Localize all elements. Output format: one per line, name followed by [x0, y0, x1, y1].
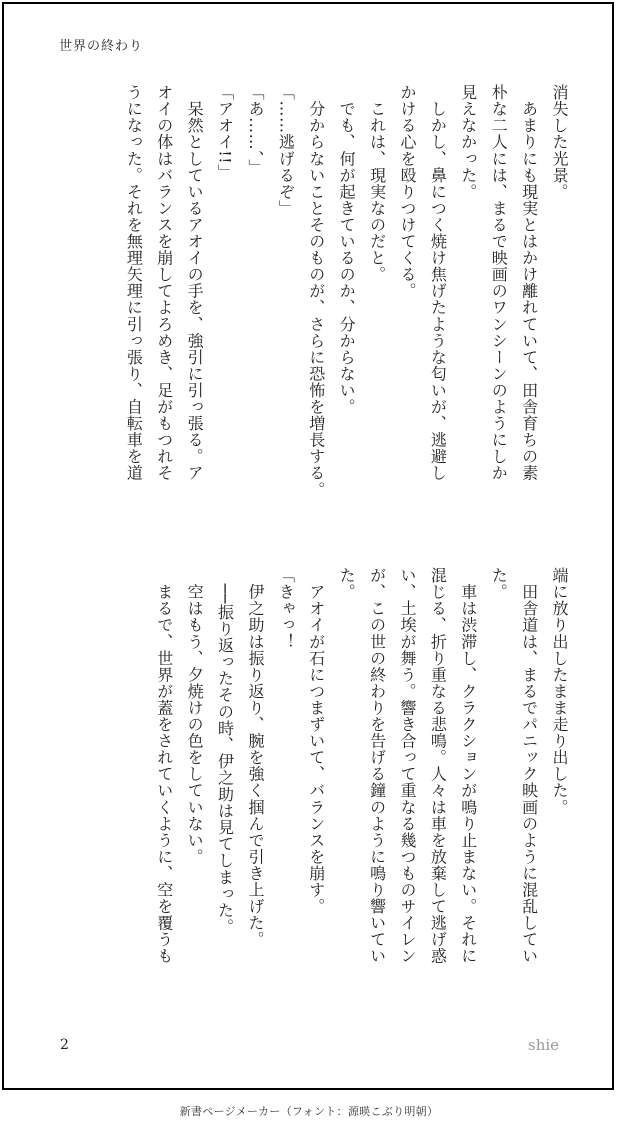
- text-line: オイの体はバランスを崩してよろめき、足がもつれそ: [154, 84, 174, 482]
- dialogue-line: 「アオイ!!」: [215, 84, 235, 181]
- text-block-upper: [44, 84, 574, 524]
- dialogue-line: 「きゃっ！: [276, 567, 296, 650]
- dialogue-line: 「……逃げるぞ」: [276, 84, 296, 217]
- text-line: 田舎道は、まるでパニック映画のように混乱してい: [519, 567, 539, 965]
- text-line: アオイが石につまずいて、バランスを崩す。: [306, 567, 326, 915]
- text-line: い、土埃が舞う。響き合って重なる幾つものサイレン: [397, 567, 417, 965]
- text-line: 朴な二人には、まるで映画のワンシーンのようにしか: [489, 84, 509, 482]
- text-line: 消失した光景。: [550, 84, 569, 200]
- text-line: た。: [337, 567, 357, 601]
- text-line: 端に放り出したまま走り出した。: [550, 567, 569, 816]
- text-line: ──振り返ったその時、伊之助は見てしまった。: [215, 567, 235, 935]
- text-line: 車は渋滞し、クラクションが鳴り止まない。それに: [458, 567, 478, 965]
- page-number: 2: [60, 1037, 69, 1053]
- text-line: 分からないことそのものが、さらに恐怖を増長する。: [306, 84, 326, 498]
- text-line: が、この世の終わりを告げる鐘のように鳴り響いてい: [367, 567, 387, 965]
- text-line: た。: [489, 567, 509, 601]
- book-title: 世界の終わり: [59, 39, 144, 54]
- text-block-lower: [44, 567, 574, 1007]
- dialogue-line: 「あ……、」: [245, 84, 265, 176]
- author-name: shie: [528, 1036, 560, 1054]
- text-line: 混じる、折り重なる悲鳴。人々は車を放棄して逃げ惑: [428, 567, 448, 965]
- text-line: あまりにも現実とはかけ離れていて、田舎育ちの素: [519, 84, 539, 482]
- text-line: これは、現実なのだと。: [367, 84, 387, 283]
- text-line: うになった。それを無理矢理に引っ張り、自転車を道: [124, 84, 144, 482]
- footer-credit: 新書ページメーカー（フォント：源暎こぶり明朝）: [179, 1105, 439, 1118]
- text-line: かける心を殴りつけてくる。: [397, 84, 417, 300]
- text-line: 伊之助は振り返り、腕を強く掴んで引き上げた。: [245, 567, 265, 948]
- text-line: 空はもう、夕焼けの色をしていない。: [185, 567, 205, 865]
- text-line: 見えなかった。: [458, 84, 478, 200]
- text-line: 呆然としているアオイの手を、強引に引っ張る。ア: [185, 84, 205, 482]
- text-line: しかし、鼻につく焼け焦げたような匂いが、逃避し: [428, 84, 448, 482]
- text-line: まるで、世界が蓋をされていくように、空を覆うも: [154, 567, 174, 965]
- text-line: でも、何が起きているのか、分からない。: [337, 84, 357, 415]
